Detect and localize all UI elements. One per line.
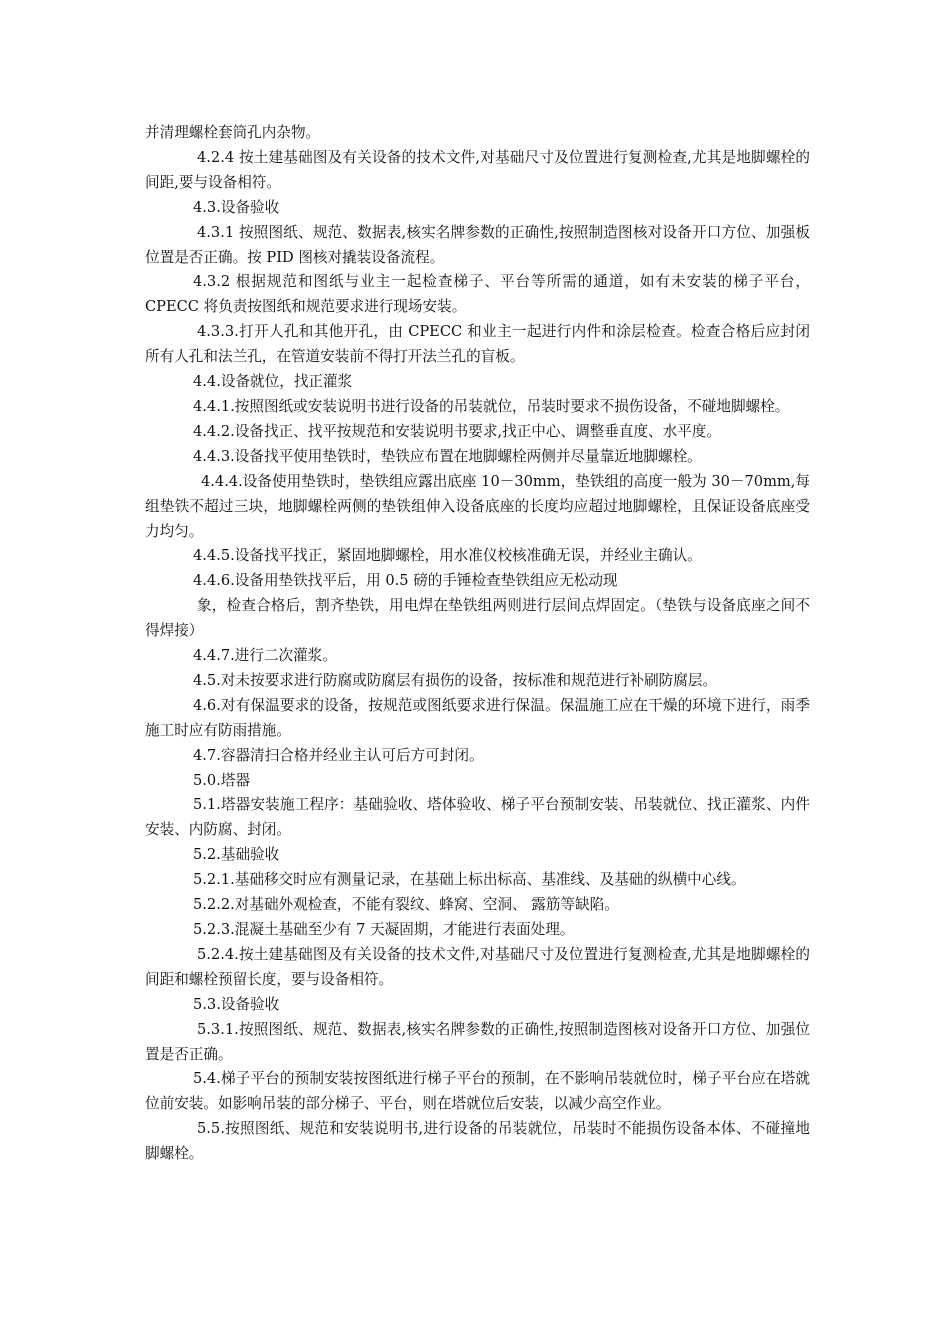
paragraph: 5.2.1.基础移交时应有测量记录，在基础上标出标高、基准线、及基础的纵横中心线。 xyxy=(193,871,746,889)
paragraph: 5.3.设备验收 xyxy=(193,995,280,1013)
paragraph: 5.5.按照图纸、规范和安装说明书,进行设备的吊装就位，吊装时不能损伤设备本体、不碰撞地脚螺栓。 xyxy=(145,1120,810,1163)
paragraph: 4.7.容器清扫合格并经业主认可后方可封闭。 xyxy=(193,746,484,764)
paragraph: 并清理螺栓套筒孔内杂物。 xyxy=(145,124,321,141)
paragraph: 4.3.1 按照图纸、规范、数据表,核实名牌参数的正确性,按照制造图核对设备开口方位、加强板位置是否正确。按 PID 图核对撬装设备流程。 xyxy=(145,223,810,266)
paragraph: 5.1.塔器安装施工程序：基础验收、塔体验收、梯子平台预制安装、吊装就位、找正灌浆、内件安装、内防腐、封闭。 xyxy=(145,796,810,839)
paragraph: 4.2.4 按土建基础图及有关设备的技术文件,对基础尺寸及位置进行复测检查,尤其是地脚螺栓的间距,要与设备相符。 xyxy=(145,148,810,191)
paragraph: 5.3.1.按照图纸、规范、数据表,核实名牌参数的正确性,按照制造图核对设备开口方位、加强位置是否正确。 xyxy=(145,1020,810,1063)
paragraph: 4.4.设备就位，找正灌浆 xyxy=(193,373,353,391)
paragraph: 4.4.2.设备找正、找平按规范和安装说明书要求,找正中心、调整垂直度、水平度。 xyxy=(193,422,722,440)
paragraph: 4.6.对有保温要求的设备，按规范或图纸要求进行保温。保温施工应在干燥的环境下进行，雨季施工时应有防雨措施。 xyxy=(145,696,810,739)
paragraph: 4.4.7.进行二次灌浆。 xyxy=(193,647,337,665)
paragraph: 4.4.5.设备找平找正，紧固地脚螺栓，用水准仪校核准确无误，并经业主确认。 xyxy=(193,547,702,565)
paragraph: 4.3.设备验收 xyxy=(193,198,280,216)
paragraph: 4.5.对未按要求进行防腐或防腐层有损伤的设备，按标准和规范进行补刷防腐层。 xyxy=(193,671,718,689)
paragraph: 5.2.基础验收 xyxy=(193,846,280,864)
paragraph: 4.4.3.设备找平使用垫铁时，垫铁应布置在地脚螺栓两侧并尽量靠近地脚螺栓。 xyxy=(193,447,702,465)
paragraph: 5.2.4.按土建基础图及有关设备的技术文件,对基础尺寸及位置进行复测检查,尤其是地脚螺栓的间距和螺栓预留长度，要与设备相符。 xyxy=(145,945,810,988)
paragraph: 5.0.塔器 xyxy=(193,771,251,789)
paragraph: 4.3.2 根据规范和图纸与业主一起检查梯子、平台等所需的通道，如有未安装的梯子平台，CPECC 将负责按图纸和规范要求进行现场安装。 xyxy=(145,273,810,316)
paragraph: 4.4.6.设备用垫铁找平后，用 0.5 磅的手锤检查垫铁组应无松动现 xyxy=(193,572,618,590)
paragraph: 象，检查合格后，割齐垫铁，用电焊在垫铁组两则进行层间点焊固定。（垫铁与设备底座之间不得焊接） xyxy=(145,597,810,640)
paragraph: 5.4.梯子平台的预制安装按图纸进行梯子平台的预制，在不影响吊装就位时，梯子平台应在塔就位前安装。如影响吊装的部分梯子、平台，则在塔就位后安装，以减少高空作业。 xyxy=(145,1070,810,1113)
document-body xyxy=(145,121,810,1167)
paragraph: 4.3.3.打开人孔和其他开孔，由 CPECC 和业主一起进行内件和涂层检查。检查合格后应封闭所有人孔和法兰孔，在管道安装前不得打开法兰孔的盲板。 xyxy=(145,323,810,366)
paragraph: 4.4.1.按照图纸或安装说明书进行设备的吊装就位，吊装时要求不损伤设备，不碰地脚螺栓。 xyxy=(193,397,790,415)
paragraph: 5.2.3.混凝土基础至少有 7 天凝固期，才能进行表面处理。 xyxy=(193,921,575,938)
paragraph: 5.2.2.对基础外观检查，不能有裂纹、蜂窝、空洞、 露筋等缺陷。 xyxy=(193,896,619,914)
paragraph: 4.4.4.设备使用垫铁时，垫铁组应露出底座 10－30mm，垫铁组的高度一般为 30－70mm,每组垫铁不超过三块，地脚螺栓两侧的垫铁组伸入设备底座的长度均应超过地脚螺栓，且保证设备底座受力均匀。 xyxy=(145,472,810,540)
